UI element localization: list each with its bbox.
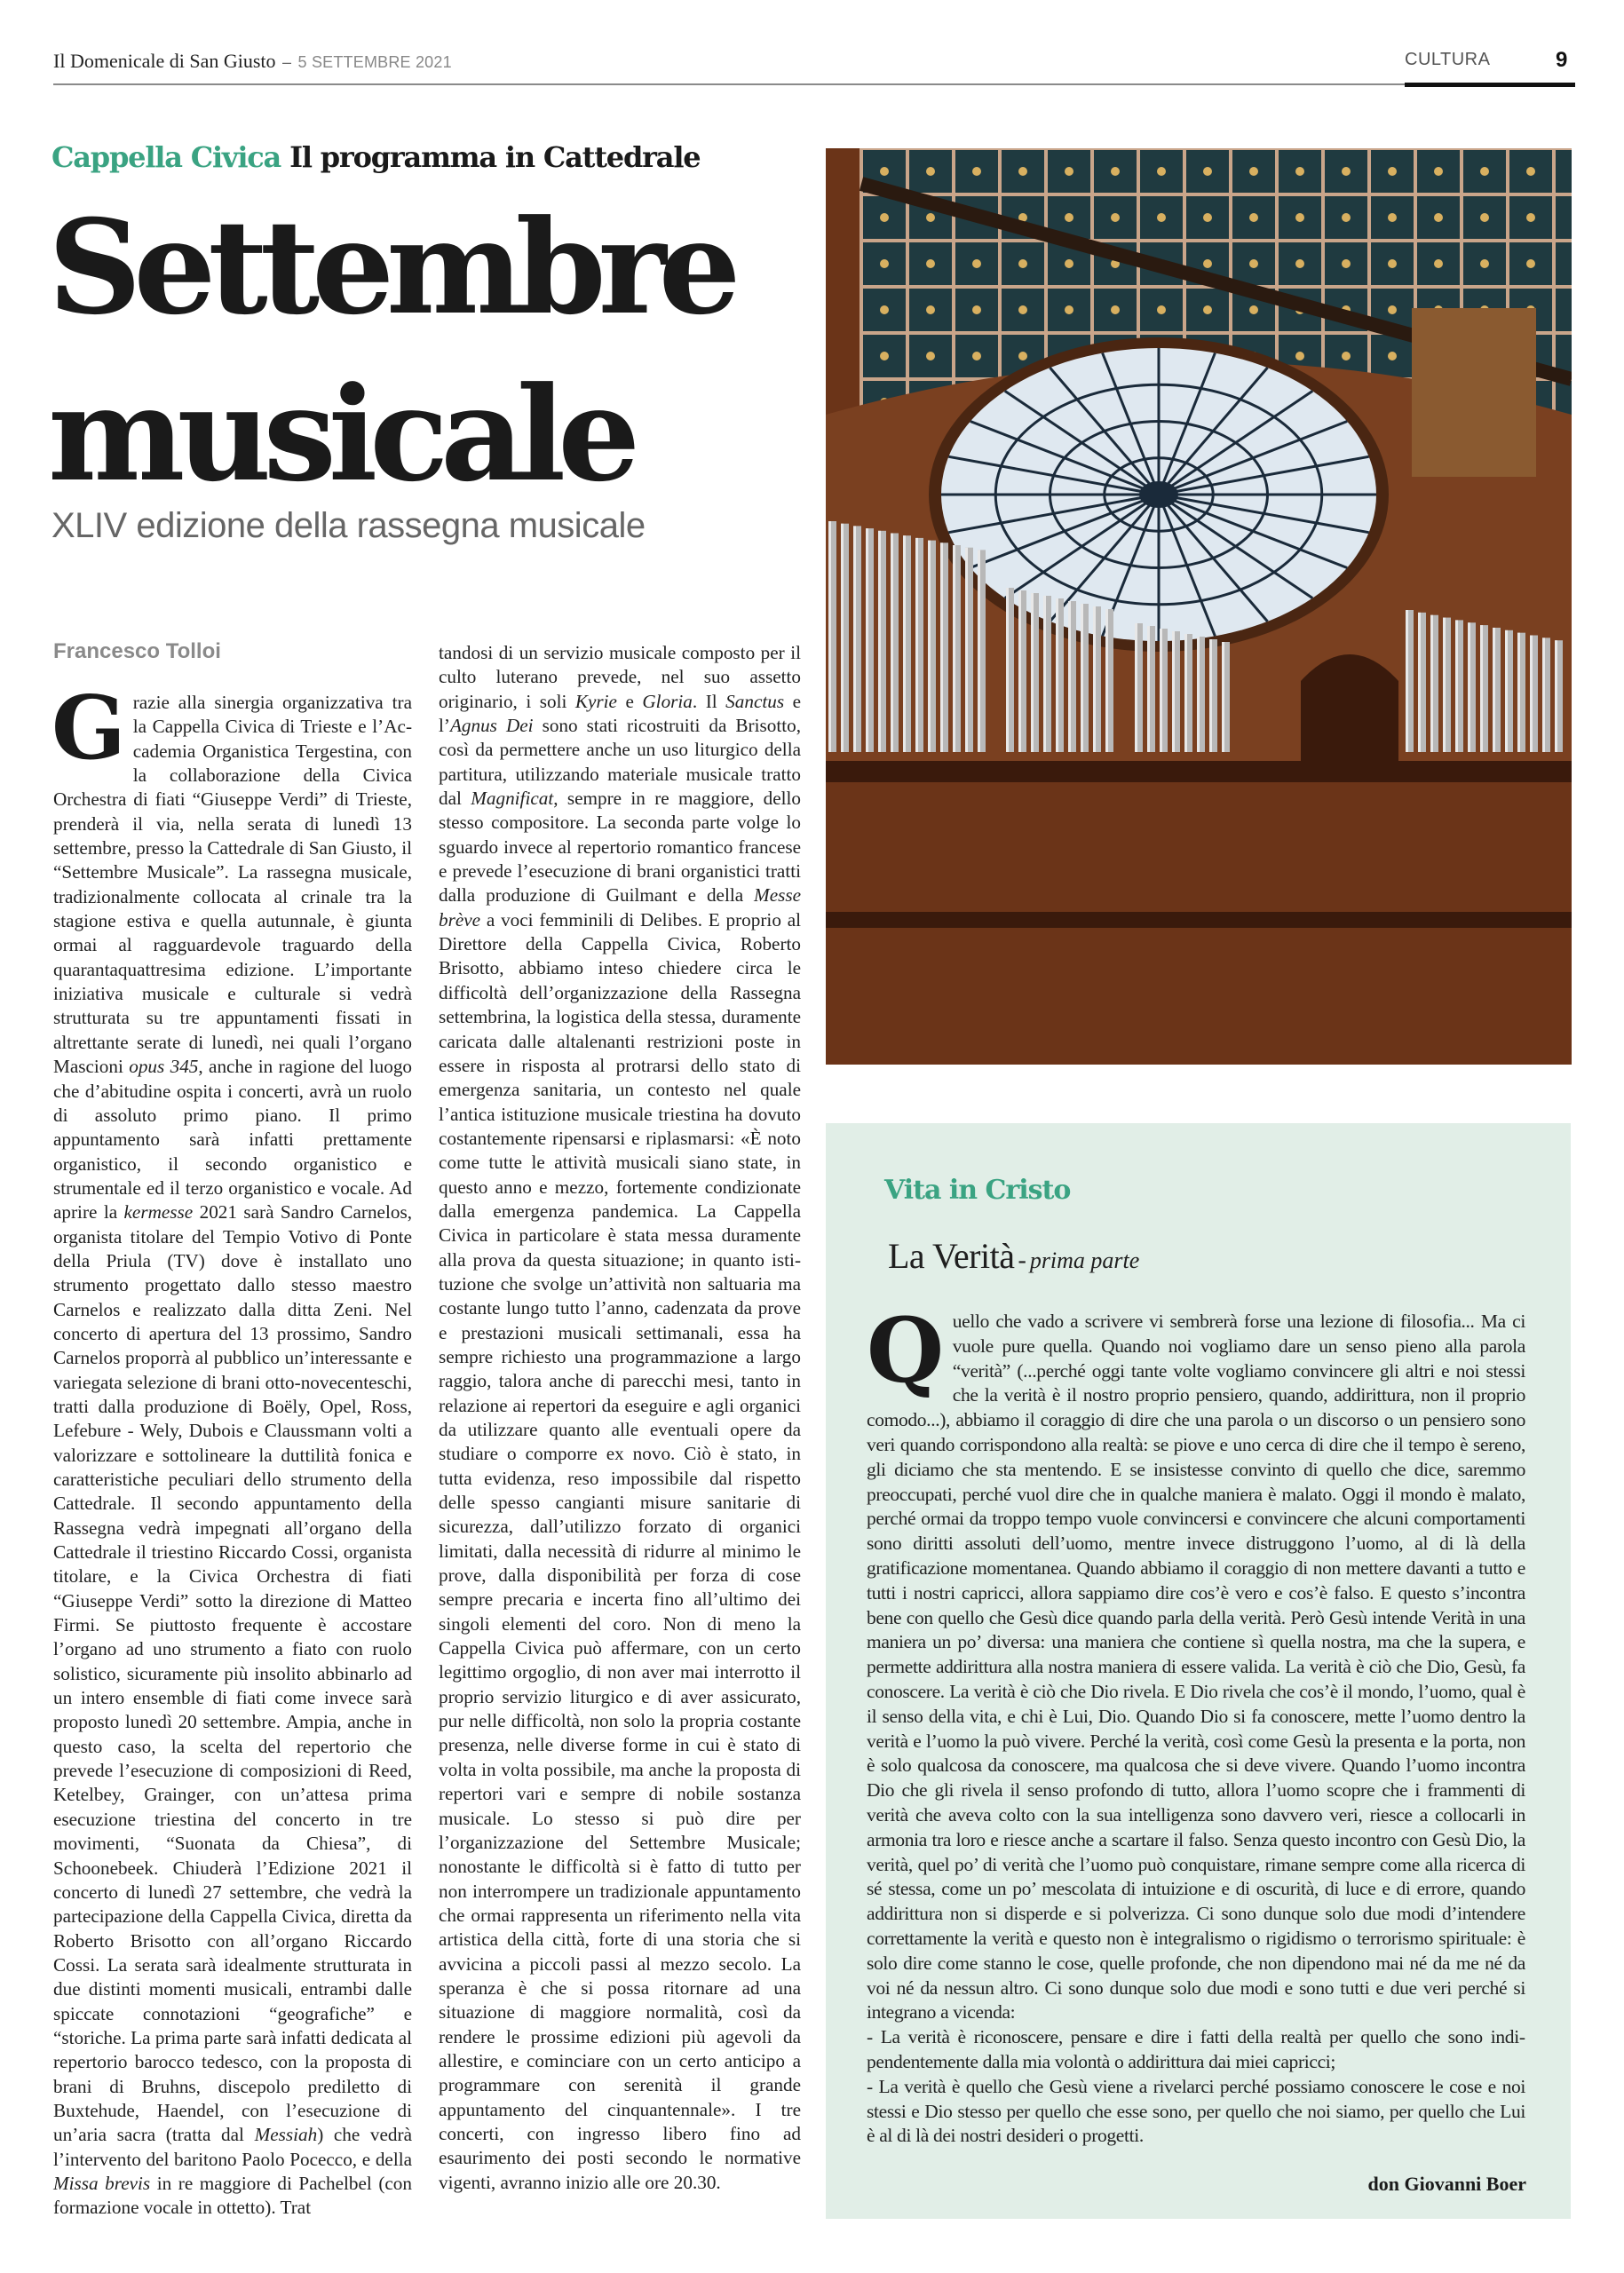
drop-cap: G xyxy=(51,677,126,780)
italic-term: Magnificat xyxy=(471,788,554,810)
italic-term: Sanctus xyxy=(725,690,785,712)
organ-pipe-highlight xyxy=(853,526,856,752)
ceiling-star xyxy=(1157,305,1166,314)
ceiling-star xyxy=(926,213,935,222)
ceiling-star xyxy=(1480,259,1489,268)
ceiling-star xyxy=(1018,352,1027,360)
ceiling-star xyxy=(1249,167,1258,176)
drop-cap: Q xyxy=(867,1298,944,1403)
organ-pipe-highlight xyxy=(1430,615,1433,752)
article-paragraph xyxy=(51,677,413,2221)
organ-pipe-highlight xyxy=(1160,629,1162,752)
organ-pipe-highlight xyxy=(1093,606,1096,752)
article-paragraph xyxy=(439,641,801,2195)
kicker-subtopic: Il programma in Cattedrale xyxy=(289,140,701,174)
organ-pipe-highlight xyxy=(1455,620,1458,752)
article-column-1 xyxy=(51,677,413,2221)
ceiling-star xyxy=(1065,259,1073,268)
organ-pipe-highlight xyxy=(1172,631,1175,752)
article-text xyxy=(439,642,801,2193)
organ-pipe-highlight xyxy=(1406,610,1408,752)
ceiling-star xyxy=(1526,167,1535,176)
ceiling-star xyxy=(1295,167,1304,176)
organ-pipe-highlight xyxy=(940,543,943,752)
organ-pipe-highlight xyxy=(1493,628,1495,752)
organ-grille-arch xyxy=(1301,654,1398,761)
ceiling-star xyxy=(1295,213,1304,222)
organ-pipe-highlight xyxy=(1031,593,1034,752)
organ-pipe-highlight xyxy=(841,524,844,752)
organ-pipe-highlight xyxy=(1555,640,1557,752)
text-run: e xyxy=(616,690,643,712)
organ-pipe-highlight xyxy=(1006,588,1009,752)
ceiling-star xyxy=(1065,305,1073,314)
ceiling-star xyxy=(972,305,981,314)
italic-term: Kyrie xyxy=(574,690,617,712)
ceiling-star xyxy=(1065,167,1073,176)
italic-term: Gloria xyxy=(642,690,693,712)
box-signature: don Giovanni Boer xyxy=(1367,2173,1526,2195)
headline-line-1: Settembre xyxy=(48,192,733,344)
box-title xyxy=(888,1235,1139,1277)
ceiling-star xyxy=(1434,213,1443,222)
issue-date: 5 SETTEMBRE 2021 xyxy=(297,53,452,71)
text-run: e l’ xyxy=(439,690,801,737)
italic-term: Messiah xyxy=(254,2124,318,2146)
text-run: ) che vedrà l’intervento del baritono Paolo Pocecco, e della xyxy=(53,2124,412,2170)
ceiling-star xyxy=(1111,213,1120,222)
organ-pipe-highlight xyxy=(1505,630,1508,752)
italic-term: Missa brevis xyxy=(53,2172,151,2194)
organ-pipe-highlight xyxy=(965,548,968,752)
organ-pipe-highlight xyxy=(1147,626,1150,752)
organ-pipe-highlight xyxy=(1542,638,1545,752)
ceiling-star xyxy=(1111,305,1120,314)
text-run: 2021 sarà Sandro Carnelos, organista titolare del Tempio Votivo di Ponte della Priula (TV) dove è installato uno strumento progettato dallo stesso maestro Carnelos e realizzato dalla ditta Zeni. Nel concerto di apertura del 13 prossimo, Sandro Carnelos proporrà al pubblico un’interessante e variegata selezione di brani otto-novecenteschi, tratti dalla produzione di Boëly, Opel, Ross, Lefebure - Wely, Dubois e Claussmann volti a valorizzare e sottolineare la duttilità fonica e caratteristiche peculiari dello strumento della Cattedrale. Il secondo appuntamento della Rassegna vedrà impegnati all’organo della Cattedrale il triestino Riccardo Cossi, organista titolare, e la Civica Orchestra di fiati “Giuseppe Verdi” sotto la direzione di Matteo Firmi. Se piuttosto frequente è accostare l’organo ad uno strumento a fiato con ruolo solistico, sicuramente più insolito abbinarlo ad un intero ensemble di fiati come invece sarà proposto lunedì 20 settembre. Ampia, anche in questo caso, la scelta del repertorio che prevede l’esecuzione di composizioni di Reed, Ketelbey, Grainger, con un’attesa prima esecuzione triestina del concerto in tre movimenti, “Suonata da Chiesa”, di Schoonebeek. Chiuderà l’Edizione 2021 il concerto di lunedì 27 settembre, che vedrà la partecipazione della Cappella Civica, diretta da Roberto Brisotto con all’organo Riccardo Cossi. La serata sarà idealmente strutturata in due distinti momenti musicali, entrambi dalle spiccate connotazioni “geografiche” e “storiche. La prima parte sarà infatti dedicata al repertorio barocco tedesco, con la proposta di brani di Bruhns, discepolo prediletto di Buxtehude, Haendel, con l’esecuzione di un’aria sacra (tratta dal xyxy=(53,1201,412,2146)
ceiling-star xyxy=(926,352,935,360)
ceiling-star xyxy=(1295,259,1304,268)
ceiling-star xyxy=(1249,305,1258,314)
running-header xyxy=(53,50,1572,87)
text-run: sono stati ricostruiti da Brisotto, così da permettere anche un uso liturgico della partitura, utilizzando materiale musicale tratto dal xyxy=(439,715,801,810)
box-paragraph-text: uello che vado a scrivere vi sembrerà forse una lezione di filosofia... Ma ci vuole pure quella. Quando noi vogliamo dare un senso pieno alla parola “verità” (...perché oggi tante volte vogliamo convincere gli altri e noi stessi che la verità è il nostro proprio pensiero, quando, addirittura, non il proprio comodo...), abbiamo il coraggio di dire che una parola o un discorso o un pensiero sono veri quando corrispondono alla realtà: se piove e uno cerca di dire che il tempo è sereno, gli diciamo che sta mentendo. E se insistesse convinto di quello che dice, saremmo preoccupati, perché vuol dire che in qualche maniera è malato. Oggi il mondo è malato, perché ormai da troppo tempo vuole convincersi e convincere che alcuni comportamenti sono diritti assoluti dell’uomo, mentre invece distruggono l’uomo, al di là della gratificazione momentanea. Quando abbiamo il coraggio di non mettere davanti a tutto e tutti i nostri capricci, allora sappiamo dire cos’è vero e cos’è falso. E questo s’incontra bene con quello che Gesù dice quando parla della verità. Però Gesù intende Verità in una maniera un po’ diversa: una maniera che contiene sì quella nostra, ma che la supera, e permette addirittura alla nostra maniera di essere valida. La verità è ciò che Dio, Gesù, fa conoscere. La verità è ciò che Dio rivela. E Dio rivela che cos’è il mondo, l’uomo, qual è il senso della vita, e chi è Lui, Dio. Quando Dio si fa conoscere, mette l’uomo dentro la verità e l’uomo la può vivere. Perché la verità, così come Gesù la presenta e la porta, non è solo qualcosa da conoscere, ma qualcosa che si deve vivere. Quando l’uomo incontra Dio che gli rivela il senso profondo di tutto, allora l’uomo scopre che i frammenti di verità che aveva colto con la sua intelligenza sono davvero veri, riesce a collocarli in armonia tra loro e riesce anche a scartare il falso. Senza questo incontro con Gesù Dio, la verità, quel po’ di verità che l’uomo può conquistare, rimane sempre come alla ricerca di sé stessa, come un po’ mescolata di intuizione e di oscurità, di luce e di errore, quando addirittura non si disperde e si polverizza. Ci sono dunque solo due modi d’intendere correttamente la verità e questo non è integralismo o rigidismo o terrorismo spirituale: è solo dire come stanno le cose, quelle profonde, che non dipendono mai né da me né da voi né da nessun altro. Ci sono dunque solo due modi e sono tutti e due veri perché si integrano a vicenda: xyxy=(867,1311,1525,2024)
box-paragraph xyxy=(867,1298,1525,2025)
ceiling-star xyxy=(1388,167,1397,176)
ceiling-star xyxy=(1388,352,1397,360)
ceiling-star xyxy=(1388,305,1397,314)
ceiling-star xyxy=(880,352,889,360)
organ-pipe-highlight xyxy=(1222,642,1224,752)
article-column-2 xyxy=(439,641,801,2195)
header-rule xyxy=(53,83,1572,85)
ceiling-star xyxy=(1342,352,1351,360)
organ-pipe-highlight xyxy=(915,538,918,752)
text-run: . Il xyxy=(692,690,726,712)
italic-term: Agnus Dei xyxy=(449,715,534,737)
organ-pipe-highlight xyxy=(953,545,955,752)
ceiling-star xyxy=(1388,259,1397,268)
organ-pipe-highlight xyxy=(1068,601,1071,752)
ceiling-star xyxy=(972,259,981,268)
italic-term: Messe brève xyxy=(439,884,801,931)
box-paragraph: - La verità è quello che Gesù viene a rivelarci perché possiamo conoscere le cose e noi stessi e Dio stesso per quello che esse sono, per quello che noi siamo, per quello che Lui è al di là dei nostri desideri o progetti. xyxy=(867,2075,1525,2147)
ceiling-star xyxy=(1157,213,1166,222)
cathedral-organ-photo xyxy=(826,148,1572,1065)
ceiling-star xyxy=(1526,213,1535,222)
ceiling-star xyxy=(1203,213,1212,222)
ceiling-star xyxy=(1434,167,1443,176)
organ-pipe-highlight xyxy=(1443,618,1446,752)
ceiling-star xyxy=(1480,167,1489,176)
organ-pipe-highlight xyxy=(1043,596,1046,752)
ceiling-star xyxy=(972,352,981,360)
article-subtitle: XLIV edizione della rassegna musicale xyxy=(51,506,646,545)
ceiling-star xyxy=(1203,259,1212,268)
text-run: in re maggiore di Pachelbel (con formazione vocale in ottetto). Trat xyxy=(53,2172,412,2219)
ceiling-star xyxy=(1388,213,1397,222)
organ-pipe-highlight xyxy=(891,534,893,753)
organ-pipe-highlight xyxy=(1197,637,1200,752)
publication-line xyxy=(53,50,452,73)
text-run: tandosi di un servizio musicale composto per il culto luterano prevede, nel suo assetto originario, i soli xyxy=(439,642,801,712)
organ-pipe-highlight xyxy=(1184,634,1187,752)
article-byline: Francesco Tolloi xyxy=(53,639,221,663)
ceiling-star xyxy=(1018,259,1027,268)
ceiling-star xyxy=(926,167,935,176)
ceiling-star xyxy=(1203,167,1212,176)
organ-pipe-highlight xyxy=(1081,604,1083,752)
organ-pipe-highlight xyxy=(1418,613,1421,752)
organ-pipe-highlight xyxy=(903,535,906,752)
italic-term: kermesse xyxy=(123,1201,194,1224)
text-run: razie alla sinergia organizzativa tra la Cappella Civica di Trieste e l’Accademia Organistica Tergestina, con la collaborazione della Civica Orchestra di fiati “Giuseppe Verdi” di Trieste, prenderà il via, nella serata di lunedì 13 settembre, presso la Cattedrale di San Giusto, il “Settembre Musicale”. La rassegna musicale, tradizionalmente collocata al crinale tra la stagione estiva e quella autunnale, è giunta ormai al ragguardevole traguardo della quarantaquattresima edizione. L’importante iniziativa musicale e culturale si vedrà strutturata su tre appuntamenti fissati in altrettante serate di lunedì, nei quali l’organo Mascioni xyxy=(53,692,412,1078)
organ-pipe-highlight xyxy=(866,528,868,752)
ceiling-star xyxy=(1342,259,1351,268)
box-paragraph: - La verità è riconoscere, pensare e dire i fatti della realtà per quello che sono indipendentemente dalla mia volontà o addirittura dai miei capricci; xyxy=(867,2026,1525,2072)
organ-pipe-highlight xyxy=(1018,590,1021,752)
photo-illustration xyxy=(826,148,1572,1065)
organ-pipe-highlight xyxy=(878,531,881,752)
organ-pipe-highlight xyxy=(928,541,931,752)
organ-pipe-highlight xyxy=(1135,623,1137,752)
ceiling-star xyxy=(880,167,889,176)
box-body xyxy=(867,1298,1525,2149)
header-separator: – xyxy=(282,53,292,71)
section-label: CULTURA xyxy=(1405,50,1491,69)
window-center xyxy=(1139,481,1178,508)
ceiling-star xyxy=(1295,352,1304,360)
organ-pipe-highlight xyxy=(1530,636,1533,753)
ceiling-star xyxy=(1157,167,1166,176)
ceiling-star xyxy=(1018,305,1027,314)
ceiling-star xyxy=(1111,167,1120,176)
article-headline xyxy=(48,185,829,519)
ceiling-star xyxy=(880,305,889,314)
ceiling-star xyxy=(1434,259,1443,268)
ceiling-star xyxy=(1342,213,1351,222)
ceiling-star xyxy=(1249,259,1258,268)
article-kicker xyxy=(51,140,700,174)
ceiling-star xyxy=(1342,167,1351,176)
ceiling-star xyxy=(1065,213,1073,222)
text-run: a voci femminili di Delibes. E proprio al Direttore della Cappella Civica, Roberto Brisotto, abbiamo inteso chiedere circa le difficoltà dell’organizzazione della Rassegna settembrina, la logistica della stessa, duramente caricata dalle altalenanti restrizioni poste in essere in risposta al protrarsi dello stato di emergenza sanitaria, un contesto nel quale l’antica istituzione musicale triestina ha dovuto costantemente ripensarsi e riplasmarsi: «È noto come tutte le attività musicali siano state, in questo anno e mezzo, fortemente condizionate dalla emergenza pandemica. La Cappella Civica in particolare è stata messa duramente alla prova da questa situazione; in quanto istituzione che svolge un’attività non saltuaria ma costante lungo tutto l’anno, cadenzata da prove e prestazioni musicali settimanali, essa ha sempre richiesto una programmazione a largo raggio, talora anche di parecchi mesi, tanto in relazione ai repertori da eseguire e agli organici da utilizzare quanto alle eventuali opere da studiare o comporre ex novo. Ciò è stato, in tutta evidenza, reso impossibile dal rispetto delle spesso cangianti misure sanitarie di sicurezza, dall’utilizzo forzato di organici limitati, dalla necessità di ridurre al minimo le prove, dalla disponibilità per forza di cose sempre precaria e incerta fino all’ultimo dei singoli elementi del coro. Non di meno la Cappella Civica può affermare, con un certo legittimo orgoglio, di non aver mai interrotto il proprio servizio liturgico e di aver assicurato, pur nelle difficoltà, non solo la propria costante presenza, nelle diverse forme in cui è stato di volta in volta possibile, ma anche la proposta di repertori vari e sempre di nobile sostanza musicale. Lo stesso si può dire per l’organizzazione del Settembre Musicale; nonostante le difficoltà si è fatto di tutto per non interrompere un tradizionale appuntamento che ormai rappresenta un riferimento nella vita artistica della città, forte di una storia che si avvicina a piccoli passi al mezzo secolo. La speranza è che si possa ritornare ad una situazione di maggiore normalità, così da rendere le prossime edizioni più agevoli da allestire, e cominciare con un certo anticipo a programmare con serenità il grande appuntamento del cinquantennale». I tre concerti, con ingresso libero fino ad esaurimento dei posti secondo le normative vigenti, avranno inizio alle ore 20.30. xyxy=(439,908,801,2193)
publication-name: Il Domenicale di San Giusto xyxy=(53,50,276,72)
organ-pipe-highlight xyxy=(1209,639,1212,752)
ceiling-star xyxy=(972,167,981,176)
box-title-main: La Verità xyxy=(888,1236,1015,1276)
ceiling-star xyxy=(1203,305,1212,314)
organ-pipe-highlight xyxy=(1468,622,1470,752)
italic-term: opus 345 xyxy=(129,1056,199,1078)
ceiling-star xyxy=(1480,213,1489,222)
ceiling-star xyxy=(1249,213,1258,222)
box-title-dash: - xyxy=(1018,1247,1026,1274)
text-run: , anche in ragione del luogo che d’abitudine ospita i concerti, avrà un ruolo di assoluto primo piano. Il primo appuntamento sarà infatti prettamente organistico, il secondo organistico e strumentale ed il terzo organistico e vocale. Ad aprire la xyxy=(53,1056,413,1224)
ceiling-star xyxy=(926,259,935,268)
ceiling-star xyxy=(880,259,889,268)
section-rule-accent xyxy=(1405,83,1575,87)
headline-line-2: musicale xyxy=(48,359,633,511)
organ-case-moulding xyxy=(826,912,1572,928)
ceiling-star xyxy=(1526,259,1535,268)
organ-pipe-highlight xyxy=(1480,625,1483,752)
organ-pipe-highlight xyxy=(1517,633,1520,752)
organ-pipe-highlight xyxy=(1105,609,1108,752)
organ-side-cabinet xyxy=(1412,308,1536,477)
vita-in-cristo-box xyxy=(826,1123,1571,2219)
ceiling-star xyxy=(926,305,935,314)
box-title-subtitle: prima parte xyxy=(1029,1247,1140,1273)
box-kicker: Vita in Cristo xyxy=(884,1175,1071,1206)
organ-pipe-highlight xyxy=(828,521,831,752)
organ-pipe-highlight xyxy=(1056,598,1058,752)
organ-pipe-highlight xyxy=(978,550,980,752)
ceiling-star xyxy=(1018,167,1027,176)
ceiling-star xyxy=(880,213,889,222)
organ-case-cornice xyxy=(826,761,1572,782)
article-text xyxy=(51,677,413,2219)
text-run: , sempre in re maggiore, dello stesso compositore. La seconda parte volge lo sguardo invece al repertorio romantico francese e prevede l’esecuzione di brani organistici tratti dalla produzione di Guilmant e della xyxy=(439,788,802,907)
kicker-topic: Cappella Civica xyxy=(51,140,281,174)
page-number: 9 xyxy=(1556,48,1568,72)
